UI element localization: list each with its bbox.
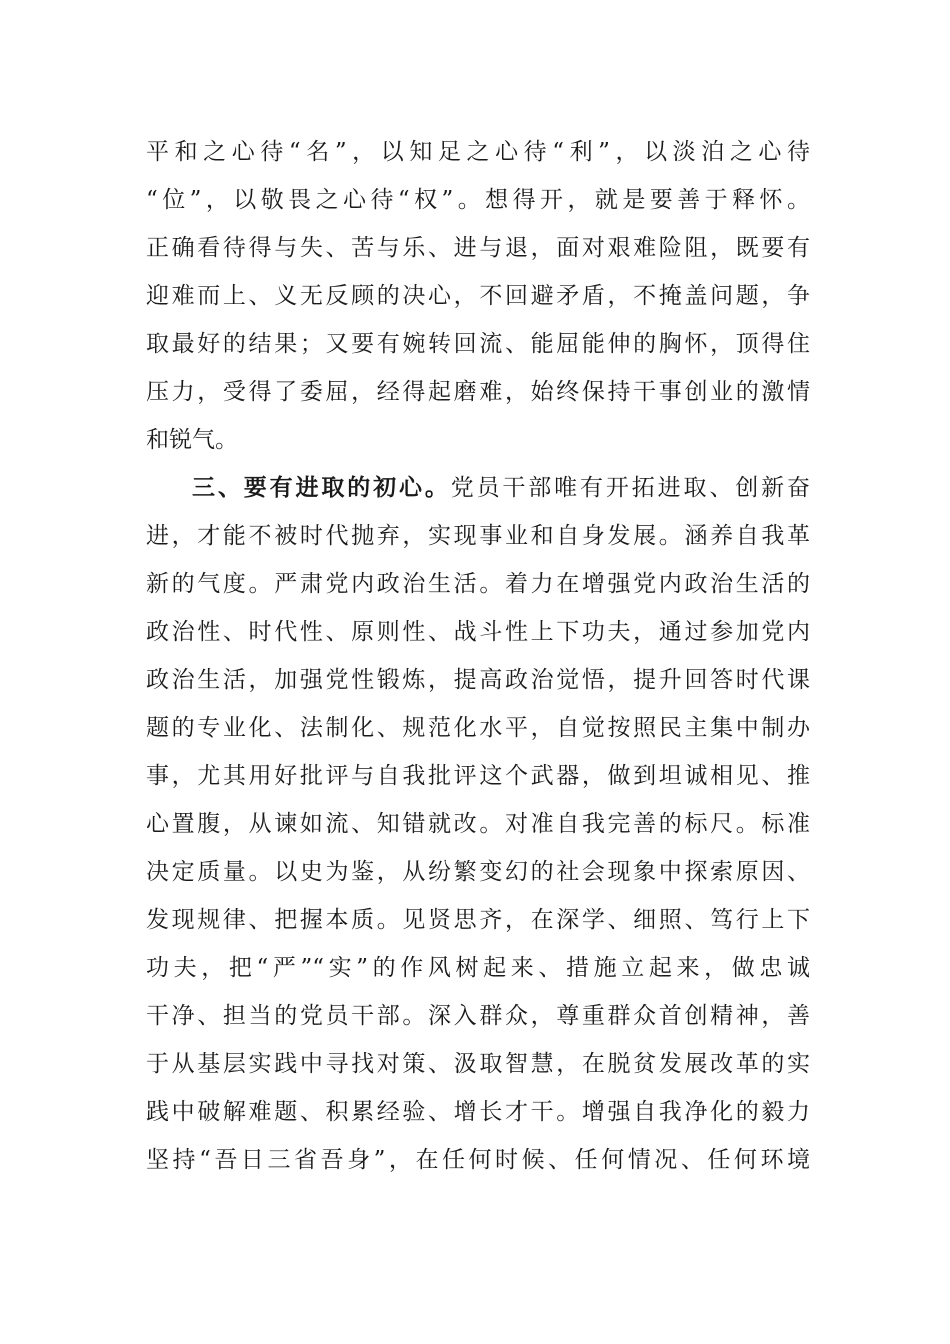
paragraph-line: 心置腹，从谏如流、知错就改。对准自我完善的标尺。标准 bbox=[146, 811, 810, 837]
paragraph-line: 新的气度。严肃党内政治生活。着力在增强党内政治生活的 bbox=[146, 571, 810, 597]
paragraph-line: 和锐气。 bbox=[146, 427, 238, 453]
paragraph-line: 坚持“吾日三省吾身”，在任何时候、任何情况、任何环境 bbox=[146, 1147, 810, 1173]
paragraph-line: 正确看待得与失、苦与乐、进与退，面对艰难险阻，既要有 bbox=[146, 235, 810, 261]
paragraph-line: 践中破解难题、积累经验、增长才干。增强自我净化的毅力 bbox=[146, 1099, 810, 1125]
paragraph-line: 平和之心待“名”，以知足之心待“利”，以淡泊之心待 bbox=[146, 139, 810, 165]
paragraph-line: 于从基层实践中寻找对策、汲取智慧，在脱贫发展改革的实 bbox=[146, 1051, 810, 1077]
paragraph-line: 功夫，把“严”“实”的作风树起来、措施立起来，做忠诚 bbox=[146, 955, 810, 981]
paragraph-line: 进，才能不被时代抛弃，实现事业和自身发展。涵养自我革 bbox=[146, 523, 810, 549]
paragraph-line: 决定质量。以史为鉴，从纷繁变幻的社会现象中探索原因、 bbox=[146, 859, 810, 885]
paragraph-line: 压力，受得了委屈，经得起磨难，始终保持干事创业的激情 bbox=[146, 379, 810, 405]
paragraph-line: 干净、担当的党员干部。深入群众，尊重群众首创精神，善 bbox=[146, 1003, 810, 1029]
paragraph-line: 政治性、时代性、原则性、战斗性上下功夫，通过参加党内 bbox=[146, 619, 810, 645]
paragraph-line: “位”，以敬畏之心待“权”。想得开，就是要善于释怀。 bbox=[146, 187, 810, 213]
paragraph-line: 迎难而上、义无反顾的决心，不回避矛盾，不掩盖问题，争 bbox=[146, 283, 810, 309]
paragraph-line: 政治生活，加强党性锻炼，提高政治觉悟，提升回答时代课 bbox=[146, 667, 810, 693]
paragraph-line: 发现规律、把握本质。见贤思齐，在深学、细照、笃行上下 bbox=[146, 907, 810, 933]
section-heading-line bbox=[192, 464, 810, 512]
section-heading-rest: 党员干部唯有开拓进取、创新奋 bbox=[450, 475, 811, 501]
paragraph-line: 题的专业化、法制化、规范化水平，自觉按照民主集中制办 bbox=[146, 715, 810, 741]
paragraph-line: 事，尤其用好批评与自我批评这个武器，做到坦诚相见、推 bbox=[146, 763, 810, 789]
paragraph-line: 取最好的结果；又要有婉转回流、能屈能伸的胸怀，顶得住 bbox=[146, 331, 810, 357]
section-heading: 三、要有进取的初心。 bbox=[192, 474, 451, 501]
